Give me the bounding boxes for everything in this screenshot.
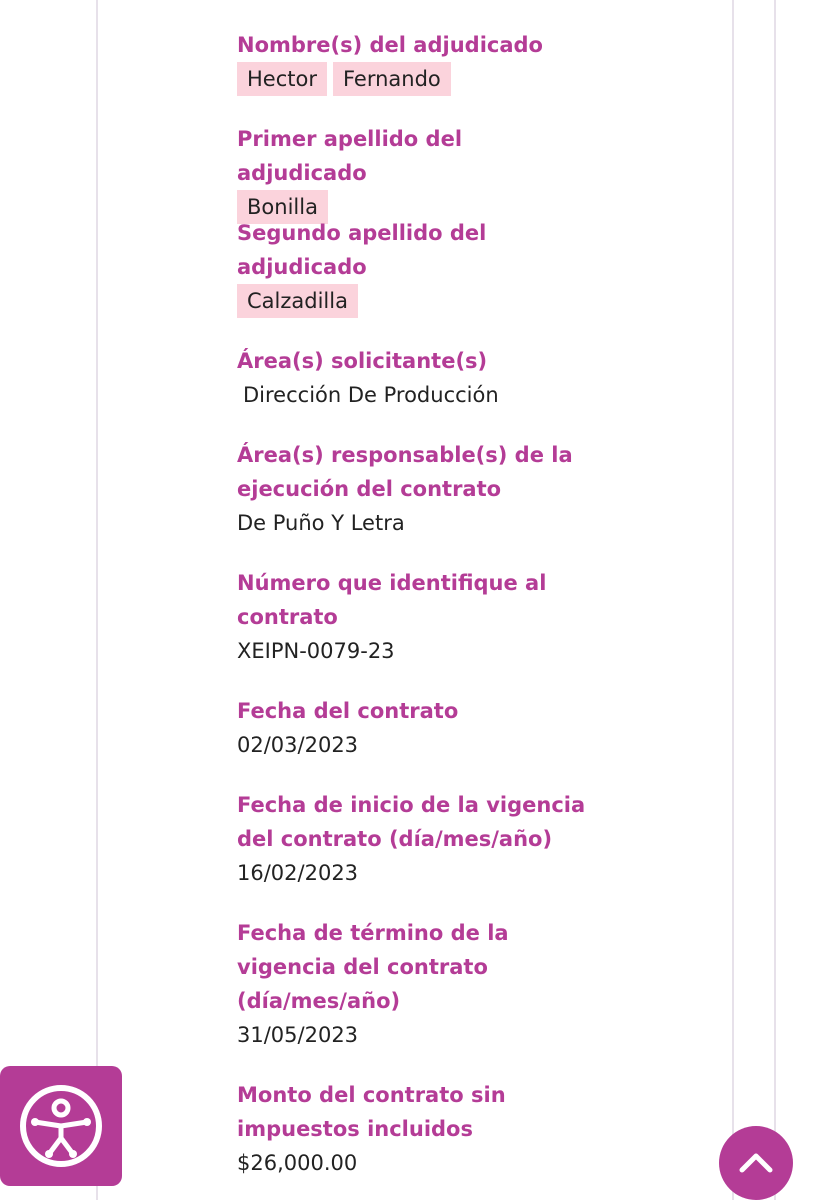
accessibility-button[interactable] bbox=[0, 1066, 122, 1186]
field-value: Dirección De Producción bbox=[243, 383, 499, 407]
surname-chip: Calzadilla bbox=[237, 284, 358, 318]
field-label: Segundo apellido del adjudicado bbox=[237, 221, 487, 279]
field-value: De Puño Y Letra bbox=[237, 511, 405, 535]
left-rule bbox=[96, 0, 98, 1200]
field-value: $26,000.00 bbox=[237, 1151, 358, 1175]
field-value: 31/05/2023 bbox=[237, 1023, 359, 1047]
field-numero-contrato bbox=[237, 566, 557, 668]
field-fecha-termino bbox=[237, 916, 527, 1052]
field-label: Fecha del contrato bbox=[237, 699, 459, 723]
field-primer-apellido bbox=[237, 122, 597, 224]
field-label: Fecha de término de la vigencia del contrato (día/mes/año) bbox=[237, 921, 509, 1013]
field-label: Área(s) solicitante(s) bbox=[237, 349, 488, 373]
field-fecha-inicio bbox=[237, 788, 587, 890]
field-label: Fecha de inicio de la vigencia del contrato (día/mes/año) bbox=[237, 793, 586, 851]
field-monto bbox=[237, 1078, 537, 1180]
chevron-up-icon bbox=[736, 1143, 776, 1183]
scroll-rule bbox=[774, 0, 776, 1200]
field-fecha-contrato bbox=[237, 694, 597, 762]
surname-chip: Bonilla bbox=[237, 190, 328, 224]
field-label: Área(s) responsable(s) de la ejecución del contrato bbox=[237, 443, 573, 501]
chip-list bbox=[237, 62, 597, 96]
chip-list bbox=[237, 284, 537, 318]
name-chip: Hector bbox=[237, 62, 327, 96]
right-rule bbox=[732, 0, 734, 1200]
field-area-solicitante bbox=[237, 344, 597, 412]
field-label: Primer apellido del adjudicado bbox=[237, 127, 463, 185]
field-segundo-apellido bbox=[237, 216, 537, 318]
scroll-to-top-button[interactable] bbox=[719, 1126, 793, 1200]
field-label: Monto del contrato sin impuestos incluidos bbox=[237, 1083, 506, 1141]
field-value: 02/03/2023 bbox=[237, 733, 359, 757]
field-nombres bbox=[237, 28, 597, 96]
field-area-responsable bbox=[237, 438, 577, 540]
accessibility-icon bbox=[13, 1078, 109, 1174]
field-value: 16/02/2023 bbox=[237, 861, 359, 885]
name-chip: Fernando bbox=[333, 62, 451, 96]
field-value: XEIPN-0079-23 bbox=[237, 639, 395, 663]
field-label: Número que identifique al contrato bbox=[237, 571, 547, 629]
field-label: Nombre(s) del adjudicado bbox=[237, 33, 543, 57]
